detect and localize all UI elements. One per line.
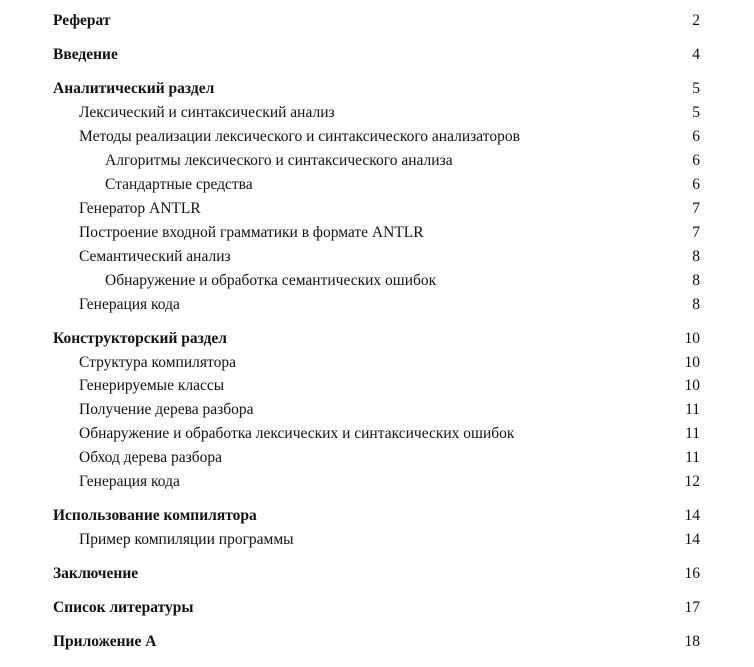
toc-entry-title: Заключение — [53, 565, 139, 582]
toc-entry-page: 5 — [692, 80, 700, 97]
toc-entry-title: Генерация кода — [79, 296, 180, 313]
toc-entry-page: 14 — [684, 531, 700, 548]
toc-entry[interactable] — [0, 399, 754, 421]
toc-entry-title: Аналитический раздел — [53, 80, 215, 97]
toc-entry-title: Методы реализации лексического и синтаксического анализаторов — [79, 128, 520, 145]
toc-entry[interactable] — [0, 126, 754, 148]
toc-entry-title: Обнаружение и обработка лексических и синтаксических ошибок — [79, 425, 515, 442]
toc-entry[interactable] — [0, 102, 754, 124]
toc-entry-page: 6 — [692, 176, 700, 193]
toc-entry[interactable] — [0, 447, 754, 469]
toc-entry-page: 8 — [692, 272, 700, 289]
toc-entry-title: Генератор ANTLR — [79, 200, 201, 217]
toc-entry-page: 4 — [692, 46, 700, 63]
toc-entry[interactable] — [0, 631, 754, 653]
toc-entry-title: Алгоритмы лексического и синтаксического анализа — [105, 152, 453, 169]
toc-entry-title: Обнаружение и обработка семантических ошибок — [105, 272, 437, 289]
toc-entry-title: Построение входной грамматики в формате ANTLR — [79, 224, 424, 241]
toc-entry[interactable] — [0, 270, 754, 292]
toc-entry-title: Реферат — [53, 12, 111, 29]
toc-entry-page: 11 — [685, 425, 700, 442]
toc-entry-title: Конструкторский раздел — [53, 330, 227, 347]
toc-entry[interactable] — [0, 44, 754, 66]
toc-entry[interactable] — [0, 597, 754, 619]
toc-entry[interactable] — [0, 328, 754, 350]
toc-entry-title: Введение — [53, 46, 118, 63]
toc-entry-title: Генерируемые классы — [79, 377, 225, 394]
toc-entry[interactable] — [0, 423, 754, 445]
toc-entry[interactable] — [0, 10, 754, 32]
toc-entry-title: Получение дерева разбора — [79, 401, 254, 418]
toc-entry-page: 5 — [692, 104, 700, 121]
toc-entry[interactable] — [0, 563, 754, 585]
toc-entry[interactable] — [0, 471, 754, 493]
toc-entry-title: Структура компилятора — [79, 354, 236, 371]
toc-entry-title: Список литературы — [53, 599, 194, 616]
toc-entry-page: 16 — [684, 565, 700, 582]
toc-entry-page: 18 — [684, 633, 700, 650]
toc-entry-page: 14 — [684, 507, 700, 524]
toc-entry-page: 12 — [684, 473, 700, 490]
toc-entry-title: Пример компиляции программы — [79, 531, 294, 548]
toc-entry[interactable] — [0, 174, 754, 196]
toc-entry-title: Генерация кода — [79, 473, 180, 490]
toc-entry-page: 8 — [692, 296, 700, 313]
toc-entry-page: 6 — [692, 152, 700, 169]
toc-entry-page: 6 — [692, 128, 700, 145]
toc-entry[interactable] — [0, 150, 754, 172]
toc-entry[interactable] — [0, 529, 754, 551]
toc-entry-page: 2 — [692, 12, 700, 29]
toc-entry[interactable] — [0, 222, 754, 244]
toc-entry[interactable] — [0, 294, 754, 316]
toc-entry-page: 17 — [684, 599, 700, 616]
toc-entry-title: Семантический анализ — [79, 248, 231, 265]
toc-entry-title: Стандартные средства — [105, 176, 253, 193]
toc-entry-page: 8 — [692, 248, 700, 265]
toc-entry-title: Обход дерева разбора — [79, 449, 222, 466]
toc-entry[interactable] — [0, 78, 754, 100]
toc-entry-page: 11 — [685, 401, 700, 418]
toc-entry-title: Использование компилятора — [53, 507, 257, 524]
toc-entry-page: 7 — [692, 200, 700, 217]
toc-entry-page: 7 — [692, 224, 700, 241]
toc-entry[interactable] — [0, 352, 754, 374]
toc-entry-page: 10 — [684, 377, 700, 394]
toc-entry[interactable] — [0, 505, 754, 527]
toc-entry[interactable] — [0, 198, 754, 220]
toc-entry-page: 10 — [684, 330, 700, 347]
toc-entry[interactable] — [0, 375, 754, 397]
toc-entry-title: Приложение А — [53, 633, 157, 650]
toc-entry[interactable] — [0, 246, 754, 268]
toc-entry-page: 10 — [684, 354, 700, 371]
toc-entry-title: Лексический и синтаксический анализ — [79, 104, 335, 121]
toc-entry-page: 11 — [685, 449, 700, 466]
